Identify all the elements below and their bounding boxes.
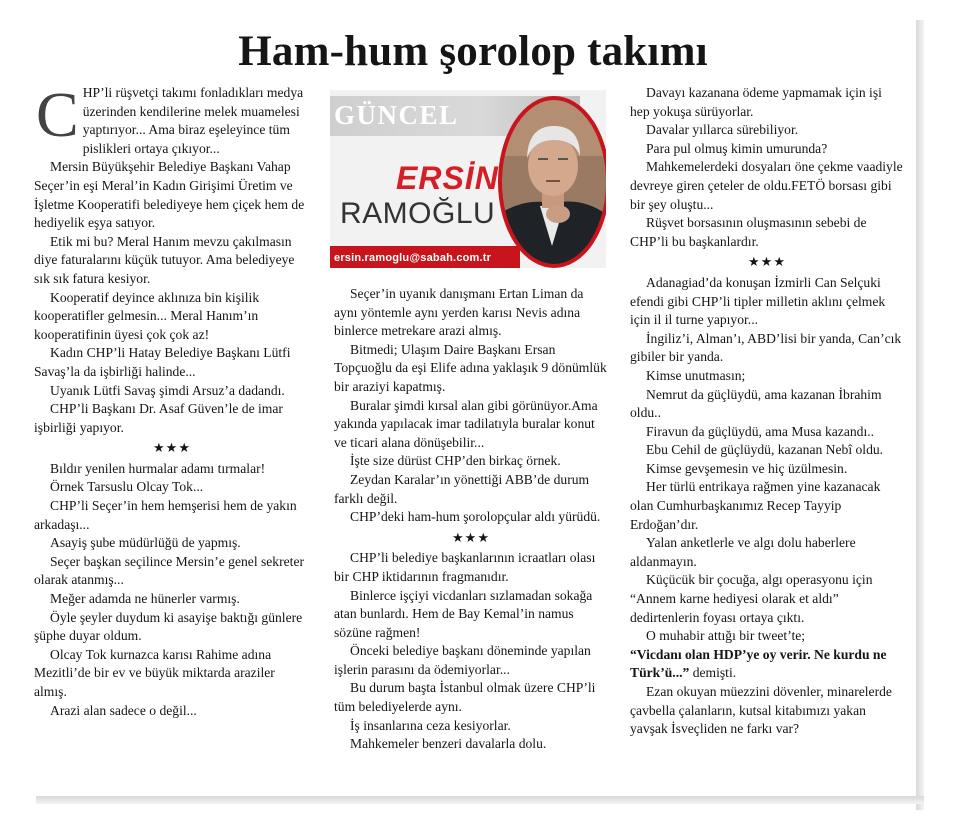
paragraph: Adanagiad’da konuşan İzmirli Can Selçuki efendi gibi CHP’li tipler milletin aklını çelmek için il il turne yapıyor... [630, 274, 886, 328]
paragraph: Binlerce işçiyi vicdanları sızlamadan sokağa atan bunlardı. Hem de Bay Kemal’in namus sözüne rağmen! [334, 587, 593, 640]
paragraph: Bıldır yenilen hurmalar adamı tırmalar! [50, 460, 266, 476]
paragraph: Meğer adamda ne hünerler varmış. [50, 591, 240, 607]
paragraph: Mersin Büyükşehir Belediye Başkanı Vahap Seçer’in eşi Meral’in Kadın Girişimi Üretim ve İşletme Kooperatifi belediyeye hem çiçek hem de hediyelik eşya satıyor. [34, 159, 305, 231]
page-shadow-right [916, 20, 924, 810]
paragraph: İş insanlarına ceza kesiyorlar. [350, 717, 511, 733]
column-3 [630, 84, 904, 739]
paragraph: İşte size dürüst CHP’den birkaç örnek. [350, 453, 561, 469]
paragraph: Rüşvet borsasının oluşmasının sebebi de CHP’li bu başkanlardır. [630, 215, 867, 249]
lead-paragraph [34, 79, 310, 158]
column-1 [34, 79, 310, 720]
paragraph: Para pul olmuş kimin umurunda? [646, 140, 828, 156]
author-email: ersin.ramoglu@sabah.com.tr [334, 252, 492, 264]
paragraph: CHP’li belediye başkanlarının icraatları olası bir CHP iktidarının fragmanıdır. [334, 550, 596, 584]
paragraph: Uyanık Lütfi Savaş şimdi Arsuz’a dadandı. [50, 382, 285, 398]
author-first-name: ERSİN [396, 160, 499, 196]
author-header-box [330, 90, 606, 268]
paragraph: Asayiş şube müdürlüğü de yapmış. [50, 535, 241, 551]
bold-quote: “Vicdanı olan HDP’ye oy verir. Ne kurdu ne Türk’ü...” [630, 646, 887, 681]
section-divider-stars: ★★★ [452, 529, 490, 545]
paragraph: Kooperatif deyince aklınıza bin kişilik kooperatifler gelmesin... Meral Hanım’ın kooperatifinin üyesi çok çok az! [34, 289, 260, 342]
paragraph: Kimse unutmasın; [646, 367, 746, 383]
paragraph: Ebu Cehil de güçlüydü, kazanan Nebî oldu. [646, 442, 884, 458]
paragraph: Seçer’in uyanık danışmanı Ertan Liman da aynı yöntemle aynı yerden karısı Nevis adına binlerce metrekare arazi almış. [334, 286, 584, 339]
paragraph: CHP’li Başkanı Dr. Asaf Güven’le de imar işbirliği yapıyor. [34, 401, 283, 435]
paragraph: Bitmedi; Ulaşım Daire Başkanı Ersan Topçuoğlu da eşi Elife adına yaklaşık 9 dönümlük bir araziyi kapatmış. [334, 341, 607, 394]
page-shadow-bottom [36, 796, 924, 804]
lead-text: HP’li rüşvetçi takımı fonladıkları medya üzerinden kendilerine melek muamelesi yaptırıyor... Ama biraz eşeleyince tüm pislikleri ortaya çıkıyor... [82, 85, 304, 156]
paragraph: Yalan anketlerle ve algı dolu haberlere aldanmayın. [630, 535, 856, 569]
paragraph: Arazi alan sadece o değil... [50, 702, 197, 718]
paragraph: Kadın CHP’li Hatay Belediye Başkanı Lütfi Savaş’la da işbirliği halinde... [34, 345, 291, 379]
author-portrait [496, 96, 606, 268]
paragraph: CHP’deki ham-hum şorolopçular aldı yürüdü. [350, 509, 601, 525]
headline: Ham-hum şorolop takımı [238, 28, 708, 75]
paragraph: CHP’li Seçer’in hem hemşerisi hem de yakın arkadaşı... [34, 498, 297, 532]
paragraph: Her türlü entrikaya rağmen yine kazanacak olan Cumhurbaşkanımız Recep Tayyip Erdoğan’dır. [630, 479, 881, 532]
paragraph: Zeydan Karalar’ın yönettiği ABB’de durum farklı değil. [334, 471, 590, 506]
paragraph: Mahkemeler benzeri davalarla dolu. [350, 736, 547, 752]
paragraph: O muhabir attığı bir tweet’te; [646, 628, 806, 644]
paragraph: Davayı kazanana ödeme yapmamak için işi hep yokuşa sürüyorlar. [630, 85, 882, 119]
paragraph: Firavun da güçlüydü, ama Musa kazandı.. [646, 423, 875, 439]
column-2 [334, 285, 608, 754]
paragraph: Buralar şimdi kırsal alan gibi görünüyor.Ama yakında yapılacak imar tadilatıyla buralar konut ve ticari alana dönüşebilir... [334, 397, 598, 450]
paragraph: Ezan okuyan müezzini dövenler, minarelerde çavbella çalanların, kutsal kitabımızı yakan yavşak İsveçliden ne farkı var? [630, 684, 892, 737]
paragraph: Küçücük bir çocuğa, algı operasyonu için “Annem karne hediyesi olarak et aldı” dedirtenlerin foyası ortaya çıktı. [630, 572, 873, 625]
paragraph: İngiliz’i, Alman’ı, ABD’lisi bir yanda, Can’cık gibiler bir yanda. [630, 330, 902, 365]
quote-tail: demişti. [689, 665, 737, 681]
paragraph: Davalar yıllarca sürebiliyor. [646, 122, 799, 138]
author-last-name: RAMOĞLU [340, 197, 496, 230]
section-divider-stars: ★★★ [748, 254, 786, 270]
paragraph: Nemrut da güçlüydü, ama kazanan İbrahim oldu.. [630, 386, 882, 421]
paragraph: Bu durum başta İstanbul olmak üzere CHP’li tüm belediyelerde aynı. [334, 680, 596, 715]
drop-cap: C [36, 79, 79, 150]
section-label: GÜNCEL [334, 100, 459, 130]
paragraph: Seçer başkan seçilince Mersin’e genel sekreter olarak atanmış... [34, 553, 305, 588]
section-divider-stars: ★★★ [153, 440, 191, 456]
paragraph: Kimse gevşemesin ve hiç üzülmesin. [646, 460, 848, 476]
paragraph: Mahkemelerdeki dosyaları öne çekme vaadiyle devreye giren çeteler de oldu.FETÖ borsası gibi bir şey oluştu... [630, 159, 903, 212]
paragraph: Etik mi bu? Meral Hanım mevzu çakılmasın diye faturalarını küçük tutuyor. Ama belediyeye sık sık fatura kesiyor. [34, 233, 295, 286]
newspaper-clipping [30, 12, 916, 796]
paragraph: Önceki belediye başkanı döneminde yapılan işlerin parasını da ödemiyorlar... [334, 643, 591, 677]
paragraph: Öyle şeyler duydum ki asayişe baktığı günlere şüphe duyar oldum. [34, 609, 303, 644]
paragraph: Olcay Tok kurnazca karısı Rahime adına Mezitli’de bir ev ve büyük miktarda araziler almış. [34, 646, 275, 699]
paragraph: Örnek Tarsuslu Olcay Tok... [50, 479, 204, 495]
quote-paragraph [630, 646, 904, 683]
